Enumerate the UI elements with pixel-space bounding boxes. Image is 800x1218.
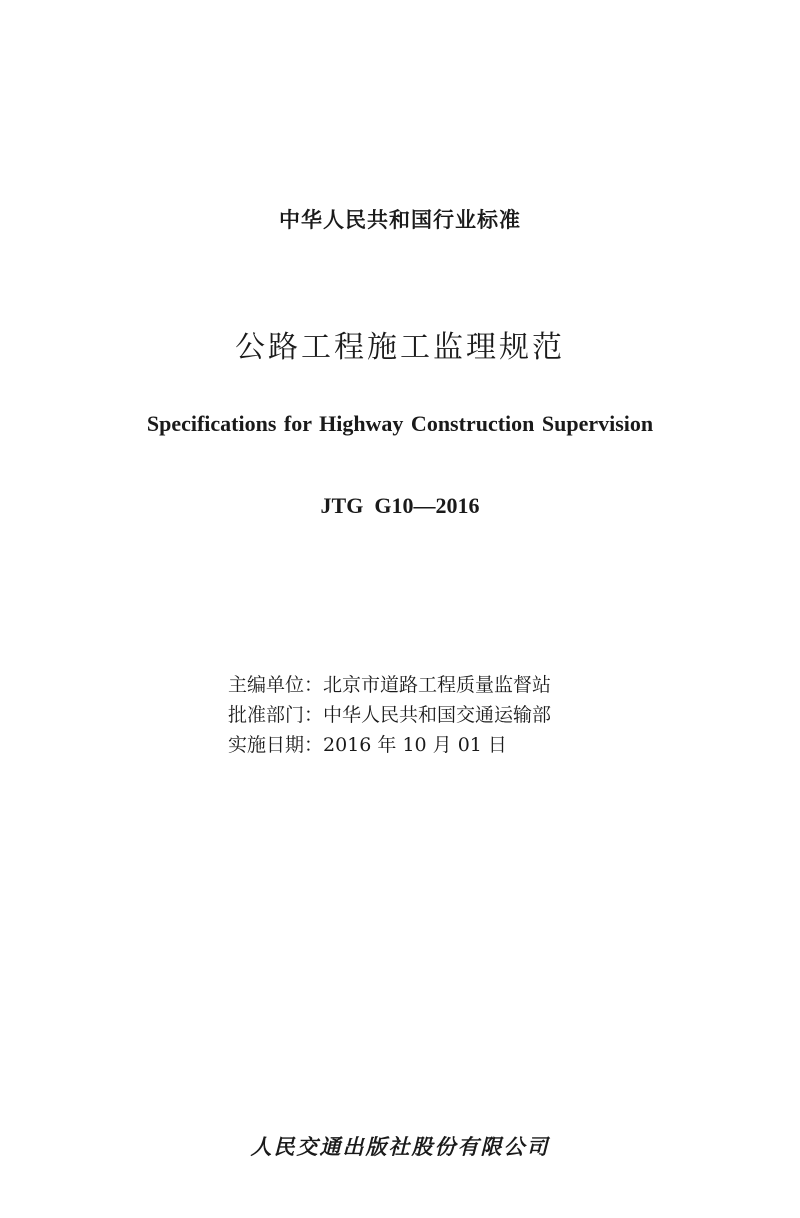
info-row-approver [228,700,551,730]
standard-code: JTG G10—2016 [320,493,480,518]
info-label: 实施日期： [228,734,324,756]
info-value: 中华人民共和国交通运输部 [323,704,552,726]
info-row-effective-date [228,730,551,760]
chinese-title: 公路工程施工监理规范 [235,330,565,365]
info-label: 主编单位： [228,674,324,696]
info-row-editor [228,670,551,700]
info-value: 2016 年 10 月 01 日 [323,734,507,756]
info-label: 批准部门： [228,704,324,726]
standard-category: 中华人民共和国行业标准 [279,208,521,232]
publication-info [228,670,551,760]
info-value: 北京市道路工程质量监督站 [323,674,552,696]
publisher-name: 人民交通出版社股份有限公司 [250,1135,550,1159]
english-title: Specifications for Highway Construction Supervision [146,411,654,436]
